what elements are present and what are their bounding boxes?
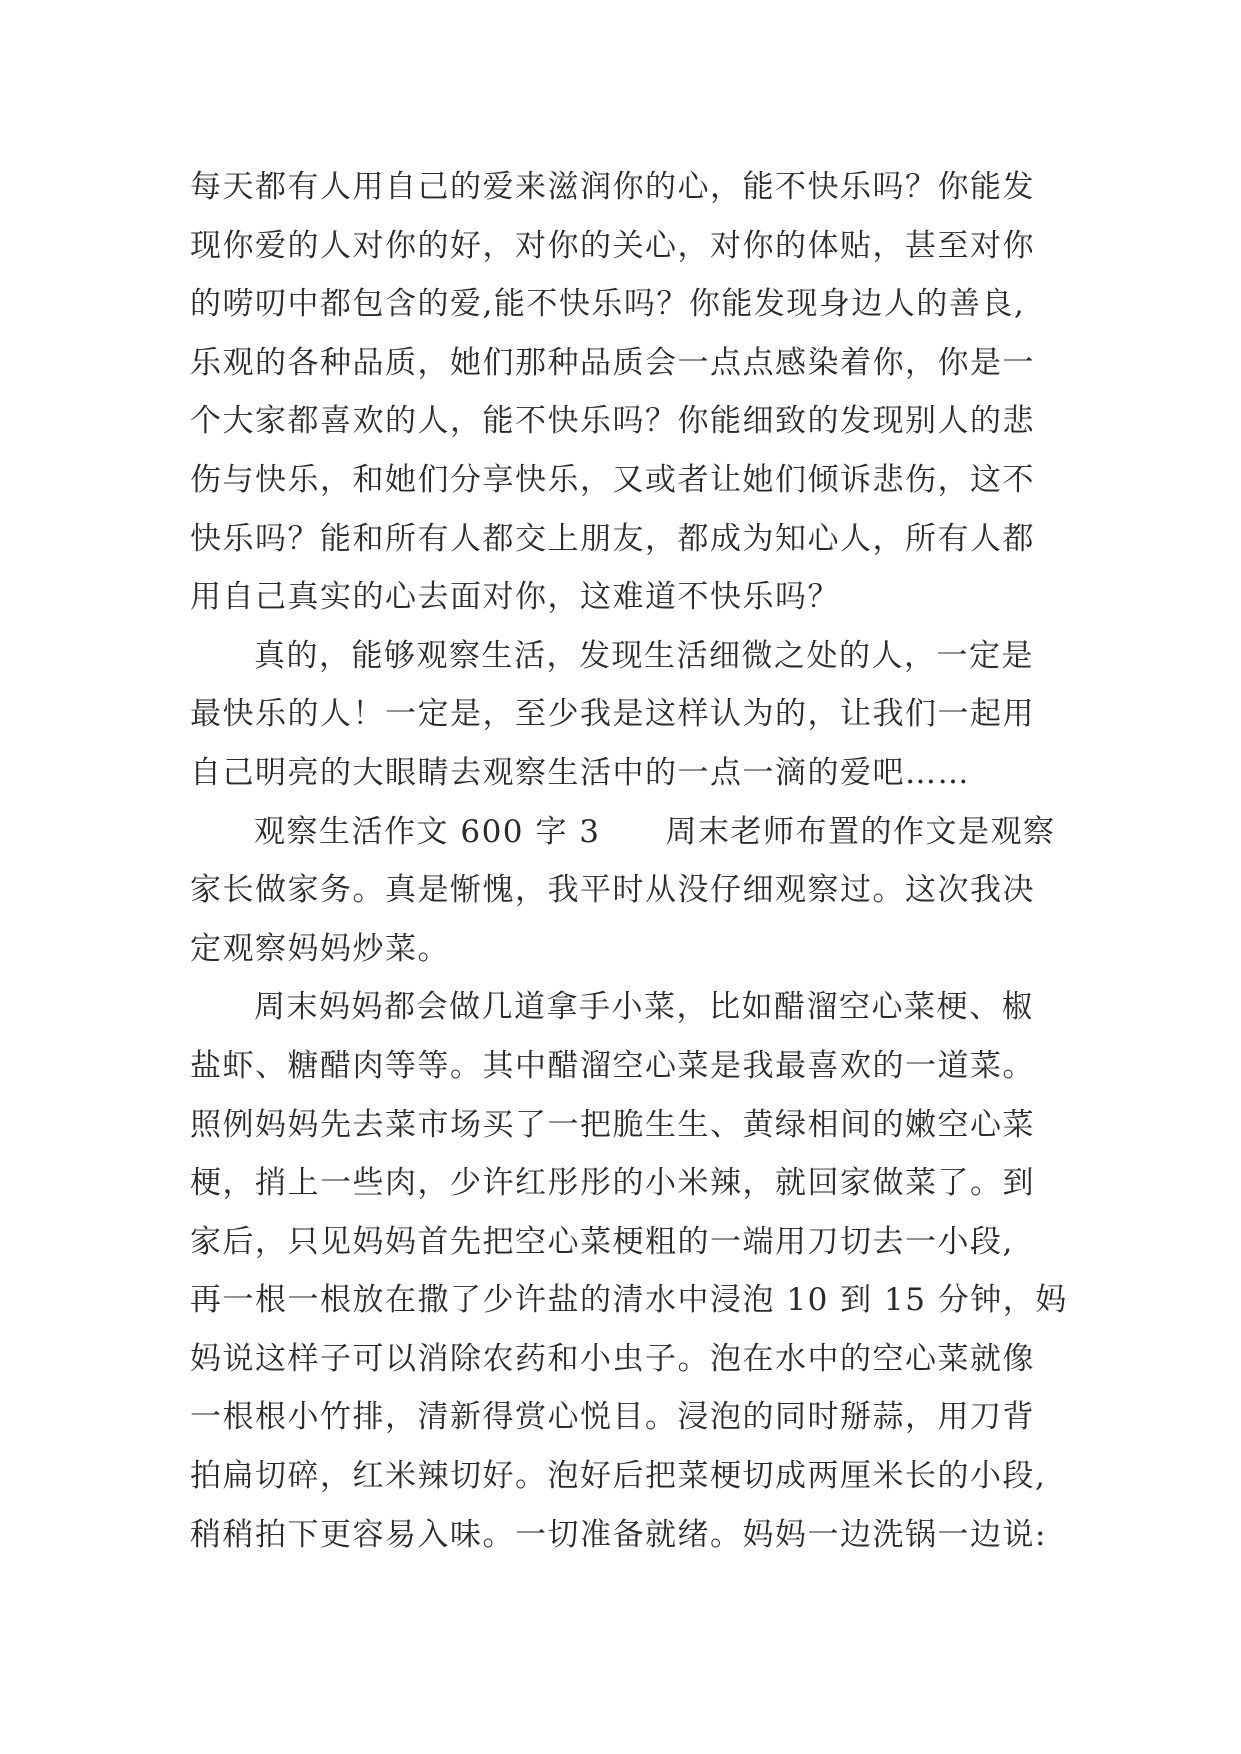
text-line: 周末妈妈都会做几道拿手小菜，比如醋溜空心菜梗、椒 bbox=[254, 989, 1034, 1026]
text-line: 一根根小竹排，清新得赏心悦目。浸泡的同时掰蒜，用刀背 bbox=[190, 1399, 1035, 1436]
text-line: 再一根一根放在撒了少许盐的清水中浸泡 10 到 15 分钟，妈 bbox=[190, 1282, 1068, 1319]
text-line: 每天都有人用自己的爱来滋润你的心，能不快乐吗？你能发 bbox=[190, 169, 1035, 205]
text-line: 梗，捎上一些肉，少许红彤彤的小米辣，就回家做菜了。到 bbox=[190, 1165, 1035, 1202]
text-line: 稍稍拍下更容易入味。一切准备就绪。妈妈一边洗锅一边说: bbox=[190, 1516, 1047, 1553]
text-line: 观察生活作文 600 字 3 周末老师布置的作文是观察 bbox=[254, 813, 1056, 850]
text-line: 家长做家务。真是惭愧，我平时从没仔细观察过。这次我决 bbox=[190, 872, 1035, 909]
text-line: 家后，只见妈妈首先把空心菜梗粗的一端用刀切去一小段, bbox=[190, 1223, 1014, 1260]
text-line: 妈说这样子可以消除农药和小虫子。泡在水中的空心菜就像 bbox=[190, 1340, 1035, 1377]
text-line: 拍扁切碎，红米辣切好。泡好后把菜梗切成两厘米长的小段, bbox=[190, 1458, 1047, 1495]
text-line: 照例妈妈先去菜市场买了一把脆生生、黄绿相间的嫩空心菜 bbox=[190, 1106, 1035, 1143]
text-line: 真的，能够观察生活，发现生活细微之处的人，一定是 bbox=[254, 637, 1034, 674]
text-line: 快乐吗？能和所有人都交上朋友，都成为知心人，所有人都 bbox=[190, 520, 1035, 557]
text-line: 定观察妈妈炒菜。 bbox=[190, 930, 450, 967]
text-line: 盐虾、糖醋肉等等。其中醋溜空心菜是我最喜欢的一道菜。 bbox=[190, 1047, 1035, 1084]
text-line: 伤与快乐，和她们分享快乐，又或者让她们倾诉悲伤，这不 bbox=[190, 461, 1035, 498]
text-line: 现你爱的人对你的好，对你的关心，对你的体贴，甚至对你 bbox=[190, 227, 1035, 264]
text-line: 最快乐的人！一定是，至少我是这样认为的，让我们一起用 bbox=[190, 696, 1035, 733]
body-text bbox=[190, 158, 1090, 1564]
text-line: 用自己真实的心去面对你，这难道不快乐吗？ bbox=[190, 579, 840, 616]
text-line: 的唠叨中都包含的爱,能不快乐吗？你能发现身边人的善良, bbox=[190, 286, 1026, 323]
text-line: 个大家都喜欢的人，能不快乐吗？你能细致的发现别人的悲 bbox=[190, 403, 1035, 440]
text-line: 乐观的各种品质，她们那种品质会一点点感染着你，你是一 bbox=[190, 344, 1035, 381]
text-line: 自己明亮的大眼睛去观察生活中的一点一滴的爱吧…… bbox=[190, 754, 970, 791]
